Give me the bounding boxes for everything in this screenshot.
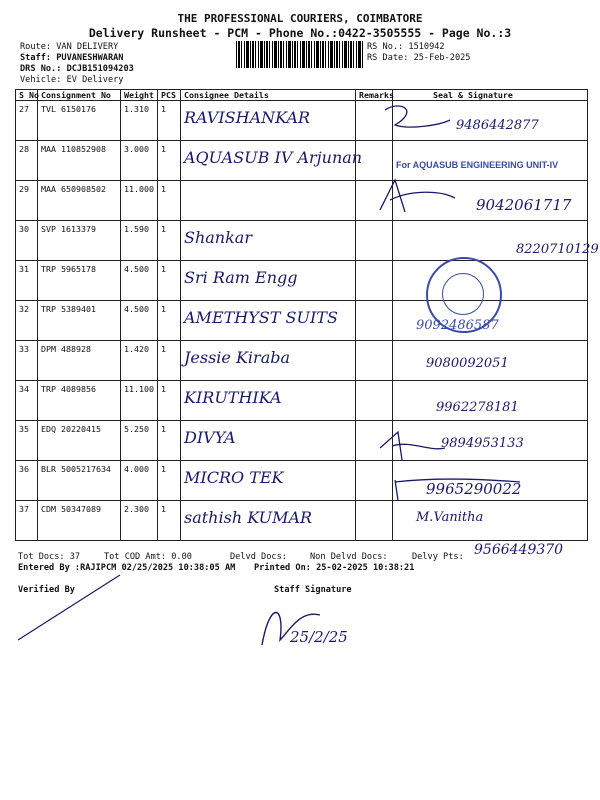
col-consignee: Consignee Details	[181, 90, 356, 101]
row-weight: 11.000	[121, 181, 158, 221]
row-pcs: 1	[158, 261, 181, 301]
row-sno: 36	[16, 461, 38, 501]
row-sno: 32	[16, 301, 38, 341]
row-weight: 3.000	[121, 141, 158, 181]
non-delvd-docs: Non Delvd Docs:	[310, 552, 388, 562]
row-consignment: MAA 110852908	[38, 141, 121, 181]
signature-handwriting: 9962278181	[436, 400, 519, 415]
row-weight: 4.500	[121, 301, 158, 341]
consignee-handwriting: KIRUTHIKA	[184, 388, 282, 407]
row-consignment: EDQ 20220415	[38, 421, 121, 461]
consignee-handwriting: Jessie Kiraba	[184, 348, 291, 367]
row-consignment: TRP 5965178	[38, 261, 121, 301]
col-weight: Weight	[121, 90, 158, 101]
signature-handwriting: 9486442877	[456, 118, 539, 133]
row-weight: 1.310	[121, 101, 158, 141]
row-pcs: 1	[158, 381, 181, 421]
signature-stroke	[385, 106, 450, 127]
row-consignment: SVP 1613379	[38, 221, 121, 261]
row-consignment: TRP 4089856	[38, 381, 121, 421]
row-pcs: 1	[158, 101, 181, 141]
verified-strike-line	[18, 575, 120, 640]
row-sno: 28	[16, 141, 38, 181]
row-pcs: 1	[158, 221, 181, 261]
row-consignment: TRP 5389401	[38, 301, 121, 341]
consignee-handwriting: Sri Ram Engg	[184, 268, 298, 287]
signature-handwriting: 9080092051	[426, 356, 509, 371]
signature-handwriting: 8220710129	[516, 242, 599, 257]
consignee-handwriting: RAVISHANKAR	[184, 108, 311, 127]
staff-signature-label: Staff Signature	[274, 585, 352, 595]
staff: Staff: PUVANESHWARAN	[20, 53, 124, 63]
row-weight: 4.500	[121, 261, 158, 301]
row-weight: 11.100	[121, 381, 158, 421]
consignee-handwriting: AMETHYST SUITS	[184, 308, 338, 327]
signature-stroke	[380, 432, 445, 460]
staff-signature-date-handwriting: 25/2/25	[290, 628, 348, 646]
row-sno: 29	[16, 181, 38, 221]
signature-handwriting: 9965290022	[426, 480, 522, 498]
row-consignment: MAA 650908502	[38, 181, 121, 221]
row-pcs: 1	[158, 181, 181, 221]
row-sno: 30	[16, 221, 38, 261]
consignee-handwriting: DIVYA	[184, 428, 236, 447]
row-pcs: 1	[158, 461, 181, 501]
consignee-handwriting: MICRO TEK	[184, 468, 284, 487]
row-consignment: BLR 5005217634	[38, 461, 121, 501]
row-pcs: 1	[158, 301, 181, 341]
verified-by: Verified By	[18, 585, 75, 595]
signature-handwriting: M.Vanitha	[416, 510, 484, 525]
company-title: THE PROFESSIONAL COURIERS, COIMBATORE	[177, 12, 423, 25]
company-stamp-text: For AQUASUB ENGINEERING UNIT-IV	[396, 160, 559, 170]
row-pcs: 1	[158, 141, 181, 181]
vehicle: Vehicle: EV Delivery	[20, 75, 124, 85]
printed-on: Printed On: 25-02-2025 10:38:21	[254, 563, 415, 573]
delvd-docs: Delvd Docs:	[230, 552, 287, 562]
row-consignment: TVL 6150176	[38, 101, 121, 141]
signature-stroke	[395, 479, 520, 500]
tot-docs: Tot Docs: 37	[18, 552, 81, 562]
consignee-handwriting: Shankar	[184, 228, 252, 247]
row-pcs: 1	[158, 501, 181, 541]
row-sno: 31	[16, 261, 38, 301]
row-sno: 35	[16, 421, 38, 461]
row-pcs: 1	[158, 421, 181, 461]
runsheet-subtitle: Delivery Runsheet - PCM - Phone No.:0422-3505555 - Page No.:3	[88, 26, 512, 40]
row-pcs: 1	[158, 341, 181, 381]
row-weight: 1.420	[121, 341, 158, 381]
row-sno: 27	[16, 101, 38, 141]
entered-by: Entered By :RAJIPCM 02/25/2025 10:38:05 AM	[18, 563, 236, 573]
delvy-phone-handwriting: 9566449370	[474, 542, 564, 558]
row-weight: 5.250	[121, 421, 158, 461]
delvy-pts: Delvy Pts:	[412, 552, 464, 562]
rs-no: RS No.: 1510942	[367, 42, 445, 52]
signature-stroke	[380, 180, 455, 212]
col-pcs: PCS	[158, 90, 181, 101]
row-weight: 4.000	[121, 461, 158, 501]
row-sno: 37	[16, 501, 38, 541]
row-sno: 34	[16, 381, 38, 421]
drs-no: DRS No.: DCJB151094203	[20, 64, 134, 74]
consignee-handwriting: sathish KUMAR	[184, 508, 313, 527]
col-sno: S No	[16, 90, 38, 101]
consignee-handwriting: AQUASUB IV Arjunan	[184, 148, 363, 167]
signature-handwriting: 9092486587	[416, 318, 499, 333]
signature-handwriting: 9042061717	[476, 196, 572, 214]
row-weight: 1.590	[121, 221, 158, 261]
col-remarks: Remarks	[356, 90, 393, 101]
row-consignment: DPM 488928	[38, 341, 121, 381]
staff-signature-stroke	[262, 613, 320, 646]
row-consignment: CDM 50347089	[38, 501, 121, 541]
signature-handwriting: 9894953133	[441, 436, 524, 451]
rs-date: RS Date: 25-Feb-2025	[367, 53, 471, 63]
col-consignment: Consignment No	[38, 90, 121, 101]
route: Route: VAN DELIVERY	[20, 42, 119, 52]
row-sno: 33	[16, 341, 38, 381]
tot-cod: Tot COD Amt: 0.00	[104, 552, 192, 562]
col-seal: Seal & Signature	[393, 90, 588, 101]
row-weight: 2.300	[121, 501, 158, 541]
